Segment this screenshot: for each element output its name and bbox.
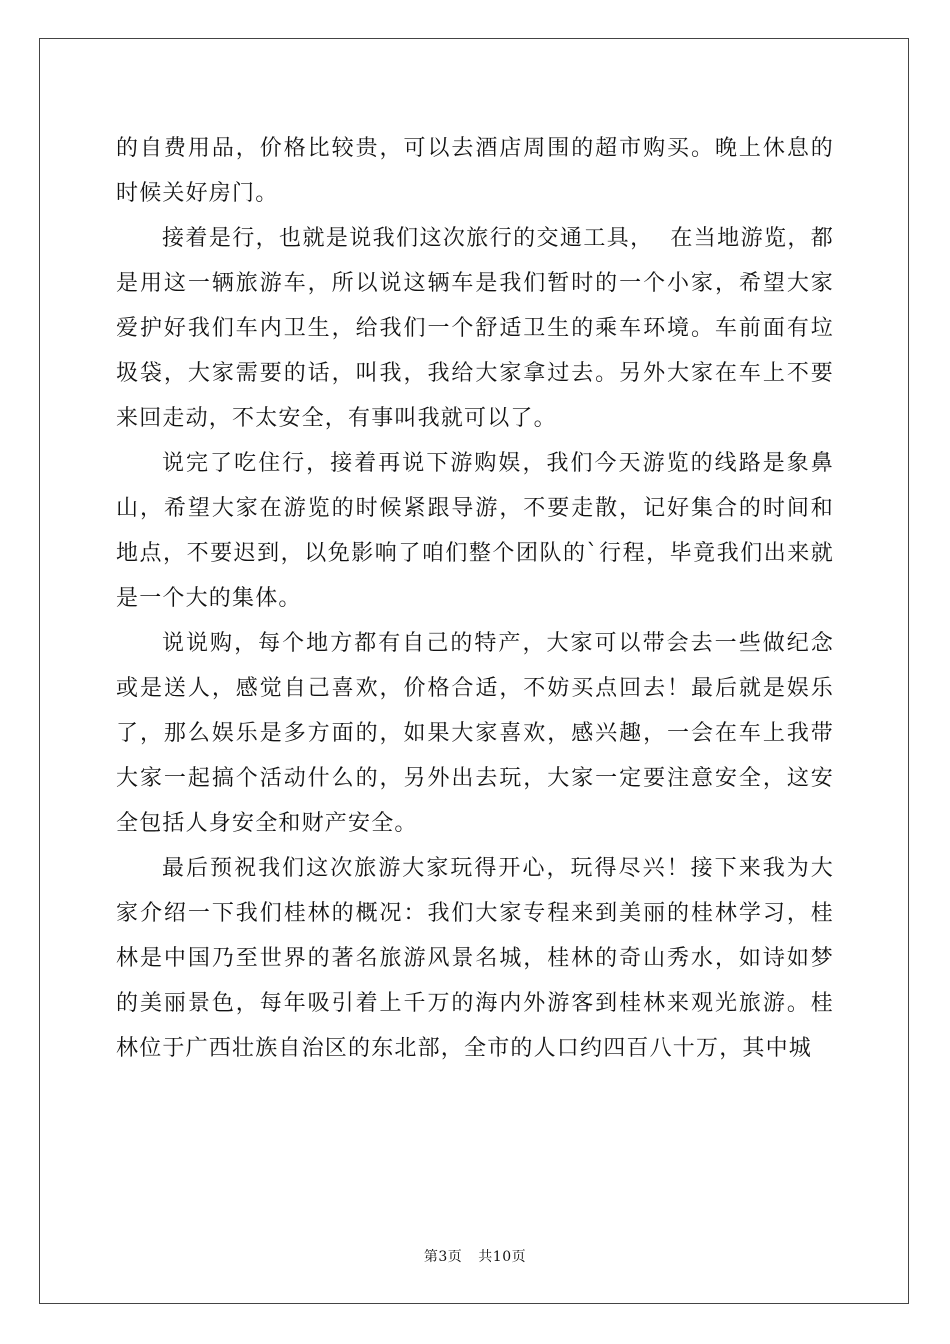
paragraph-5: 最后预祝我们这次旅游大家玩得开心，玩得尽兴！接下来我为大家介绍一下我们桂林的概况：我们大家专程来到美丽的桂林学习，桂林是中国乃至世界的著名旅游风景名城，桂林的奇山秀水，如诗如梦的美丽景色，每年吸引着上千万的海内外游客到桂林来观光旅游。桂林位于广西壮族自治区的东北部，全市的人口约四百八十万，其中城 bbox=[116, 856, 834, 1061]
paragraph-2: 接着是行，也就是说我们这次旅行的交通工具， 在当地游览，都是用这一辆旅游车，所以说这辆车是我们暂时的一个小家，希望大家爱护好我们车内卫生，给我们一个舒适卫生的乘车环境。车前面有垃圾袋，大家需要的话，叫我，我给大家拿过去。另外大家在车上不要来回走动，不太安全，有事叫我就可以了。 bbox=[116, 226, 834, 431]
page-total: 共10页 bbox=[478, 1249, 527, 1265]
page-number: 第3页 bbox=[423, 1249, 463, 1265]
paragraph-4: 说说购，每个地方都有自己的特产，大家可以带会去一些做纪念或是送人，感觉自己喜欢，价格合适，不妨买点回去！最后就是娱乐了，那么娱乐是多方面的，如果大家喜欢，感兴趣，一会在车上我带大家一起搞个活动什么的，另外出去玩，大家一定要注意安全，这安全包括人身安全和财产安全。 bbox=[116, 631, 834, 836]
paragraph-3: 说完了吃住行，接着再说下游购娱，我们今天游览的线路是象鼻山，希望大家在游览的时候紧跟导游，不要走散，记好集合的时间和地点，不要迟到，以免影响了咱们整个团队的`行程，毕竟我们出来就是一个大的集体。 bbox=[116, 451, 834, 611]
page-footer bbox=[0, 1246, 950, 1266]
document-body bbox=[116, 126, 834, 1071]
paragraph-1: 的自费用品，价格比较贵，可以去酒店周围的超市购买。晚上休息的时候关好房门。 bbox=[116, 136, 834, 206]
